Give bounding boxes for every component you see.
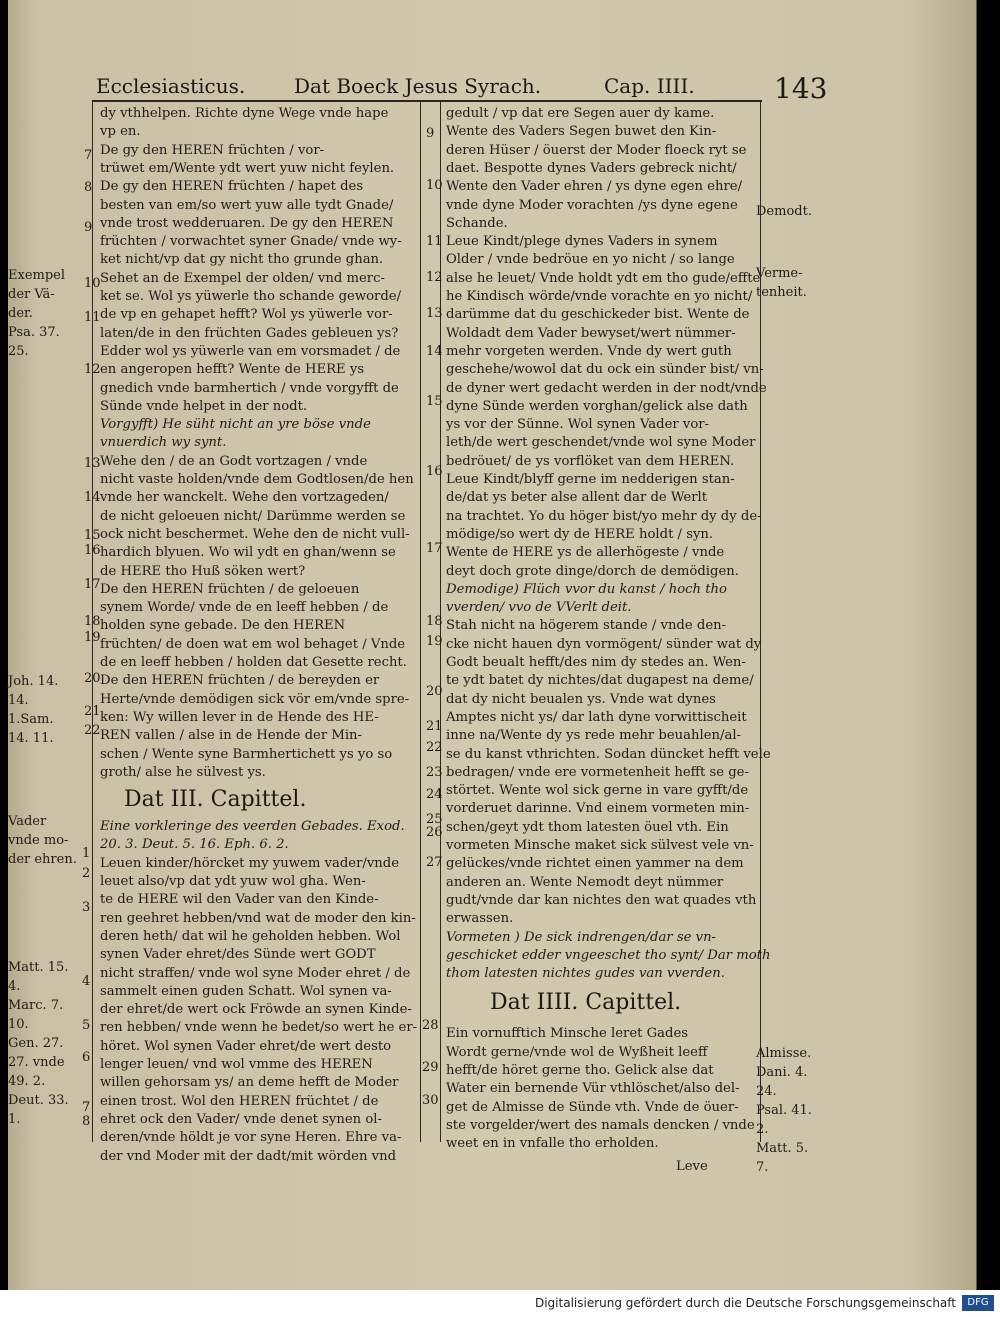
text-line: willen gehorsam ys/ an deme hefft de Moder <box>100 1075 399 1091</box>
text-line: Leue Kindt/plege dynes Vaders in synem <box>446 234 718 250</box>
text-line: leuet also/vp dat ydt yuw wol gha. Wen- <box>100 874 366 889</box>
text-line: Amptes nicht ys/ dar lath dyne vorwittischeit <box>446 709 747 725</box>
margin-note: Psal. 41. <box>756 1103 812 1118</box>
text-line: REN vallen / alse in de Hende der Min- <box>100 728 362 744</box>
right-text-rule <box>760 102 761 1142</box>
text-line: besten van em/so wert yuw alle tydt Gnade/ <box>100 197 394 213</box>
text-line: weet en in vnfalle tho erholden. <box>446 1136 659 1152</box>
text-line: Herte/vnde demödigen sick vör em/vnde spre- <box>100 691 410 707</box>
text-line: schen/geyt ydt thom latesten öuel vth. Ein <box>446 819 729 835</box>
text-line: na trachtet. Yo du höger bist/yo mehr dy dy de- <box>446 508 762 524</box>
margin-note: der Vä- <box>8 287 55 302</box>
text-line: Wordt gerne/vnde wol de Wyßheit leeff <box>446 1044 708 1060</box>
margin-note: 1. <box>8 1112 21 1127</box>
verse-number: 5 <box>82 1018 91 1033</box>
margin-note: 14. <box>8 693 29 708</box>
text-line: bedragen/ vnde ere vormetenheit hefft se ge- <box>446 764 749 780</box>
text-line: Schande. <box>446 215 508 231</box>
verse-number: 3 <box>82 900 91 915</box>
text-line: dat dy nicht beualen ys. Vnde wat dynes <box>446 691 716 707</box>
text-line: ren hebben/ vnde wenn he bedet/so wert he er- <box>100 1020 418 1036</box>
text-line: mehr vorgeten werden. Vnde dy wert guth <box>446 343 732 359</box>
text-line: früchten / vorwachtet syner Gnade/ vnde wy- <box>100 234 402 250</box>
verse-number: 8 <box>82 1114 91 1129</box>
verse-number: 29 <box>422 1060 439 1075</box>
text-line: Woldadt dem Vader bewyset/wert nümmer- <box>446 325 736 341</box>
verse-number: 23 <box>426 765 443 780</box>
text-line: früchten/ de doen wat em wol behaget / Vnde <box>100 636 406 652</box>
text-line: Edder wol ys yüwerle van em vorsmadet / de <box>100 343 401 359</box>
text-line: cke nicht hauen dyn vormögent/ sünder wat dy <box>446 636 762 652</box>
chapter-summary: Eine vorkleringe des veerden Gebades. Exod. <box>100 819 405 835</box>
header-book-latin: Ecclesiasticus. <box>96 74 246 98</box>
header-chapter: Cap. IIII. <box>604 74 695 98</box>
margin-note: Almisse. <box>756 1046 812 1061</box>
margin-note: 4. <box>8 979 21 994</box>
verse-number: 13 <box>84 456 101 471</box>
text-line: groth/ alse he sülvest ys. <box>100 764 266 780</box>
text-line: deren/vnde höldt je vor syne Heren. Ehre va- <box>100 1130 402 1146</box>
verse-number: 14 <box>426 344 443 359</box>
margin-note: Exempel <box>8 268 66 283</box>
text-line: Stah nicht na högerem stande / vnde den- <box>446 618 727 634</box>
verse-number: 21 <box>426 719 443 734</box>
text-line: trüwet em/Wente ydt wert yuw nicht feylen. <box>100 160 395 176</box>
text-line: Wente de HERE ys de allerhögeste / vnde <box>446 545 725 561</box>
text-line: de en leeff hebben / holden dat Gesette recht. <box>100 655 407 670</box>
text-line: ket se. Wol ys yüwerle tho schande geworde/ <box>100 289 402 304</box>
text-line: Vormeten ) De sick indrengen/dar se vn- <box>446 929 717 945</box>
verse-number: 7 <box>82 1100 91 1115</box>
verse-number: 16 <box>426 464 443 479</box>
text-line: De den HEREN früchten / de geloeuen <box>100 581 360 597</box>
verse-number: 25 <box>426 812 443 827</box>
verse-number: 20 <box>426 684 443 699</box>
text-line: sammelt einen guden Schatt. Wol synen va- <box>100 983 392 999</box>
text-line: darümme dat du geschickeder bist. Wente de <box>446 307 750 323</box>
text-line: ock nicht beschermet. Wehe den de nicht vull- <box>100 526 410 542</box>
text-line: Ein vornufftich Minsche leret Gades <box>446 1026 689 1042</box>
verse-number: 12 <box>426 270 443 285</box>
text-line: der vnd Moder mit der dadt/mit wörden vnd <box>100 1148 397 1164</box>
verse-number: 15 <box>84 528 101 543</box>
verse-number: 22 <box>426 740 443 755</box>
text-line: ehret ock den Vader/ vnde denet synen ol- <box>100 1111 382 1127</box>
verse-number: 9 <box>84 220 93 235</box>
text-line: Water ein bernende Vür vthlöschet/also del- <box>446 1081 740 1097</box>
header-book-title: Dat Boeck Jesus Syrach. <box>294 74 542 98</box>
verse-number: 20 <box>84 671 101 686</box>
text-line: gnedich vnde barmhertich / vnde vorgyfft de <box>100 380 399 396</box>
text-line: leth/de wert geschendet/vnde wol syne Moder <box>446 435 756 451</box>
margin-note: Gen. 27. <box>8 1036 64 1051</box>
verse-number: 7 <box>84 148 93 163</box>
text-line: synem Worde/ vnde de en leeff hebben / de <box>100 600 389 616</box>
margin-note: 24. <box>756 1084 777 1099</box>
text-line: hardich blyuen. Wo wil ydt en ghan/wenn se <box>100 545 396 561</box>
text-line: Demodige) Flüch vvor du kanst / hoch tho <box>446 581 727 597</box>
text-line: Older / vnde bedröue en yo nicht / so lange <box>446 252 735 268</box>
margin-note: Psa. 37. <box>8 325 60 340</box>
verse-number: 11 <box>84 310 101 325</box>
page-number: 143 <box>774 72 828 105</box>
verse-number: 6 <box>82 1050 91 1065</box>
margin-note: Dani. 4. <box>756 1065 808 1080</box>
text-line: get de Almisse de Sünde vth. Vnde de öuer- <box>446 1099 739 1115</box>
text-line: De gy den HEREN früchten / vor- <box>100 142 325 158</box>
text-line: dyne Sünde werden vorghan/gelick alse dath <box>446 398 748 414</box>
text-line: de/dat ys beter alse allent dar de Werlt <box>446 490 708 506</box>
verse-number: 27 <box>426 855 443 870</box>
text-line: te de HERE wil den Vader van den Kinde- <box>100 892 379 908</box>
verse-number: 13 <box>426 306 443 321</box>
text-line: vnuerdich wy synt. <box>100 435 227 451</box>
text-line: anderen an. Wente Nemodt deyt nümmer <box>446 874 724 890</box>
footer-credit: Digitalisierung gefördert durch die Deutsche Forschungsgemeinschaft <box>534 1296 956 1310</box>
margin-note: 25. <box>8 344 29 359</box>
footer-bar <box>0 1290 1000 1317</box>
text-line: der ehret/de wert ock Fröwde an synen Kinde- <box>100 1002 412 1018</box>
text-line: laten/de in den früchten Gades gebleuen ys? <box>100 325 399 341</box>
text-line: deren Hüser / öuerst der Moder floeck ryt se <box>446 142 747 158</box>
verse-number: 26 <box>426 825 443 840</box>
text-line: vorderuet darinne. Vnd einem vormeten min- <box>446 801 750 817</box>
text-line: Wente des Vaders Segen buwet den Kin- <box>446 124 717 140</box>
text-line: einen trost. Wol den HEREN früchtet / de <box>100 1093 379 1109</box>
verse-number: 4 <box>82 974 91 989</box>
verse-number: 18 <box>426 614 443 629</box>
margin-note: Matt. 15. <box>8 960 69 975</box>
chapter-summary: 20. 3. Deut. 5. 16. Eph. 6. 2. <box>100 837 289 853</box>
running-header <box>96 74 756 102</box>
text-line: Leue Kindt/blyff gerne im nedderigen stan- <box>446 472 735 487</box>
verse-number: 8 <box>84 180 93 195</box>
text-line: lenger leuen/ vnd wol vmme des HEREN <box>100 1057 373 1072</box>
text-line: Vorgyfft) He süht nicht an yre böse vnde <box>100 417 371 433</box>
verse-number: 24 <box>426 787 443 802</box>
text-line: Wehe den / de an Godt vortzagen / vnde <box>100 453 368 469</box>
margin-note: Matt. 5. <box>756 1141 809 1156</box>
text-line: gelückes/vnde richtet einen yammer na dem <box>446 856 744 872</box>
text-line: se du kanst vthrichten. Sodan düncket hefft vele <box>446 746 771 762</box>
text-line: thom latesten nichtes gudes van vverden. <box>446 966 725 982</box>
verse-number: 17 <box>426 541 443 556</box>
margin-note: vnde mo- <box>8 833 69 848</box>
verse-number: 10 <box>84 276 101 291</box>
text-line: te ydt batet dy nichtes/dat dugapest na deme/ <box>446 673 754 689</box>
text-line: vnde dyne Moder vorachten /ys dyne egene <box>446 197 738 213</box>
verse-number: 16 <box>84 543 101 558</box>
dfg-logo: DFG <box>962 1295 994 1311</box>
verse-number: 2 <box>82 866 91 881</box>
column-divider-left <box>420 102 421 1142</box>
catchword: Leve <box>676 1158 708 1174</box>
margin-note: 1.Sam. <box>8 712 54 727</box>
text-line: mödige/so wert dy de HERE holdt / syn. <box>446 526 714 542</box>
verse-number: 14 <box>84 490 101 505</box>
verse-number: 19 <box>426 634 443 649</box>
text-line: de vp en gehapet hefft? Wol ys yüwerle vor- <box>100 307 393 323</box>
margin-note: tenheit. <box>756 285 807 300</box>
text-line: gedult / vp dat ere Segen auer dy kame. <box>446 106 715 121</box>
margin-note: 7. <box>756 1160 769 1175</box>
text-line: ys vor der Sünne. Wol synen Vader vor- <box>446 417 710 433</box>
verse-number: 11 <box>426 234 443 249</box>
text-line: höret. Wol synen Vader ehret/de wert desto <box>100 1038 392 1054</box>
text-line: de nicht geloeuen nicht/ Darümme werden se <box>100 508 406 524</box>
text-line: vnde her wanckelt. Wehe den vortzageden/ <box>100 490 389 506</box>
text-line: en angeropen hefft? Wente de HERE ys <box>100 362 365 378</box>
text-line: Wente den Vader ehren / ys dyne egen ehre/ <box>446 179 743 195</box>
margin-note: der ehren. <box>8 852 77 867</box>
text-line: ste vorgelder/wert des namals dencken / vnde <box>446 1117 755 1133</box>
text-line: störtet. Wente wol sick gerne in vare gyfft/de <box>446 783 749 799</box>
text-line: vverden/ vvo de VVerlt deit. <box>446 600 632 616</box>
margin-note: Verme- <box>756 266 803 281</box>
text-line: geschicket edder vngeeschet tho synt/ Dar moth <box>446 947 771 963</box>
text-line: hefft/de höret gerne tho. Gelick alse dat <box>446 1063 714 1078</box>
text-line: vormeten Minsche maket sick sülvest vele vn- <box>446 838 754 853</box>
text-line: ken: Wy willen lever in de Hende des HE- <box>100 709 379 725</box>
verse-number: 17 <box>84 577 101 592</box>
text-line: de HERE tho Huß söken wert? <box>100 563 306 579</box>
margin-note: 49. 2. <box>8 1074 46 1089</box>
margin-note: der. <box>8 306 33 321</box>
text-line: inne na/Wente dy ys rede mehr beuahlen/al- <box>446 728 741 744</box>
text-line: nicht vaste holden/vnde dem Godtlosen/de hen <box>100 472 414 487</box>
verse-number: 18 <box>84 614 101 629</box>
text-line: gudt/vnde dar kan nichtes den wat quades vth <box>446 892 757 908</box>
text-line: bedröuet/ de ys vorflöket van dem HEREN. <box>446 453 735 469</box>
text-line: vnde trost wedderuaren. De gy den HEREN <box>100 215 394 231</box>
chapter-title: Dat III. Capittel. <box>124 787 307 813</box>
verse-number: 22 <box>84 723 101 738</box>
text-line: daet. Bespotte dynes Vaders gebreck nicht/ <box>446 160 737 176</box>
header-rule <box>92 100 762 102</box>
text-line: Leuen kinder/hörcket my yuwem vader/vnde <box>100 855 400 871</box>
margin-note: Marc. 7. <box>8 998 64 1013</box>
verse-number: 1 <box>82 846 91 861</box>
text-line: de dyner wert gedacht werden in der nodt/vnde <box>446 380 767 396</box>
verse-number: 30 <box>422 1093 439 1108</box>
verse-number: 10 <box>426 178 443 193</box>
text-line: he Kindisch wörde/vnde vorachte en yo nicht/ <box>446 289 753 304</box>
text-line: geschehe/wowol dat du ock ein sünder bist/ vn- <box>446 362 764 378</box>
text-line: ket nicht/vp dat gy nicht tho grunde ghan. <box>100 252 384 268</box>
verse-number: 19 <box>84 630 101 645</box>
text-line: Sehet an de Exempel der olden/ vnd merc- <box>100 270 385 286</box>
margin-note: 10. <box>8 1017 29 1032</box>
book-page <box>8 0 977 1290</box>
margin-note: Vader <box>8 814 47 829</box>
text-line: Godt beualt hefft/des nim dy stedes an. Wen- <box>446 655 746 670</box>
text-line: vp en. <box>100 124 141 140</box>
verse-number: 12 <box>84 362 101 377</box>
margin-note: Deut. 33. <box>8 1093 69 1108</box>
chapter-title: Dat IIII. Capittel. <box>490 990 682 1016</box>
margin-note: Demodt. <box>756 204 812 219</box>
text-line: holden syne gebade. De den HEREN <box>100 618 346 634</box>
text-line: dy vthhelpen. Richte dyne Wege vnde hape <box>100 106 389 121</box>
text-line: synen Vader ehret/des Sünde wert GODT <box>100 947 376 963</box>
verse-number: 15 <box>426 394 443 409</box>
margin-note: 2. <box>756 1122 769 1137</box>
text-line: ren geehret hebben/vnd wat de moder den kin- <box>100 910 416 926</box>
verse-number: 21 <box>84 704 101 719</box>
text-line: erwassen. <box>446 911 514 927</box>
text-line: De gy den HEREN früchten / hapet des <box>100 179 364 195</box>
margin-note: 27. vnde <box>8 1055 65 1070</box>
text-line: alse he leuet/ Vnde holdt ydt em tho gude/effte <box>446 270 761 286</box>
margin-note: Joh. 14. <box>8 674 59 689</box>
text-line: nicht straffen/ vnde wol syne Moder ehret / de <box>100 965 411 981</box>
text-line: deren heth/ dat wil he geholden hebben. Wol <box>100 928 401 944</box>
verse-number: 28 <box>422 1018 439 1033</box>
margin-note: 14. 11. <box>8 731 54 746</box>
verse-number: 9 <box>426 126 435 141</box>
text-line: deyt doch grote dinge/dorch de demödigen. <box>446 563 739 579</box>
text-line: Sünde vnde helpet in der nodt. <box>100 398 308 414</box>
text-line: De den HEREN früchten / de bereyden er <box>100 673 380 689</box>
text-line: schen / Wente syne Barmhertichett ys yo so <box>100 746 393 762</box>
